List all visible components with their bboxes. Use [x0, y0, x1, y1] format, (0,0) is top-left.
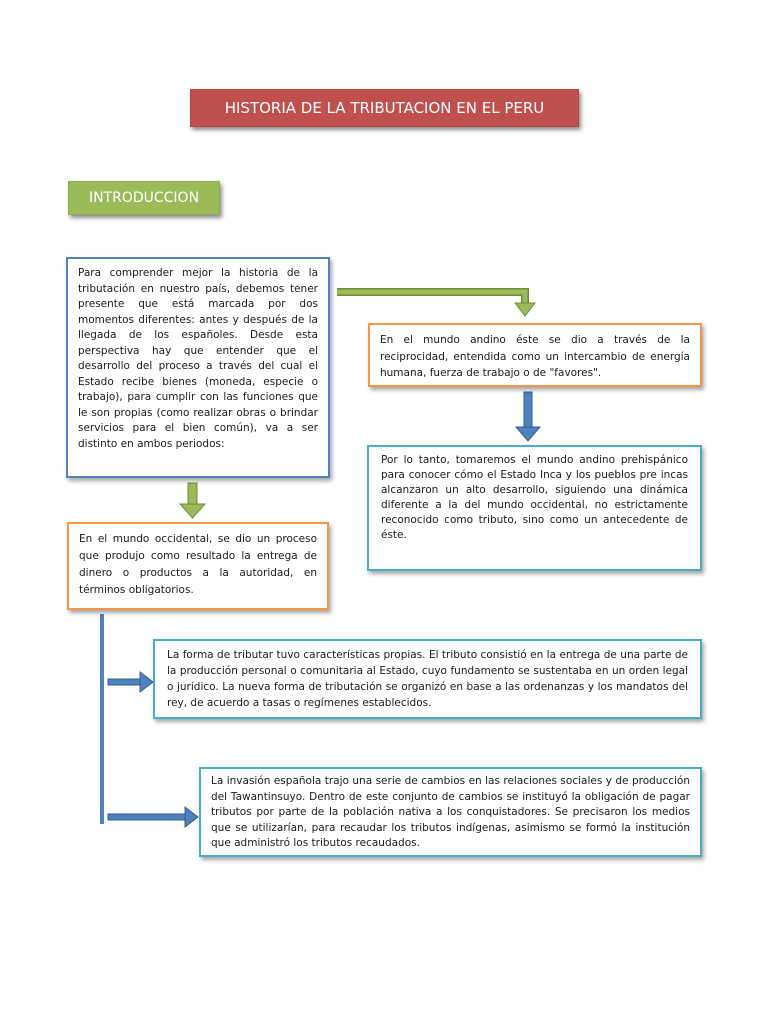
blue-right-arrow-1 — [108, 672, 153, 692]
section-label-introduccion: INTRODUCCION — [68, 181, 220, 215]
occidental-text: En el mundo occidental, se dio un proceso que produjo como resultado la entrega de dinero o productos a la autoridad, en términos obligatorios. — [79, 533, 317, 596]
green-down-arrow — [180, 483, 205, 518]
blue-right-arrow-2 — [108, 807, 198, 827]
intro-text: Para comprender mejor la historia de la tributación en nuestro país, debemos tener presente que está marcada por dos momentos diferentes: antes y después de la llegada de los españoles. Desde esta perspectiva hay que entender que el desarrollo del proceso a través del cual el Estado recibe bienes (moneda, especie o trabajo), para cumplir con las funciones que le son propias (como realizar obras o brindar servicios para el bien común), va a ser distinto en ambos periodos: — [78, 267, 318, 450]
green-elbow-arrow — [337, 292, 535, 316]
invasion-text-box — [199, 767, 702, 857]
andino-text: En el mundo andino éste se dio a través de la reciprocidad, entendida como un intercambio de energía humana, fuerza de trabajo o de "favores". — [380, 334, 690, 379]
page-title: HISTORIA DE LA TRIBUTACION EN EL PERU — [190, 89, 579, 127]
forma-tributar-text: La forma de tributar tuvo características propias. El tributo consistió en la entrega de una parte de la producción personal o comunitaria al Estado, cuyo fundamento se sustentaba en un orden legal o jurídico. La nueva forma de tributación se organizó en base a las ordenanzas y los mandatos del rey, de acuerdo a tasas o regímenes establecidos. — [167, 649, 688, 709]
invasion-text: La invasión española trajo una serie de cambios en las relaciones sociales y de producción del Tawantinsuyo. Dentro de este conjunto de cambios se instituyó la obligación de pagar tributos por parte de la población nativa a los conquistadores. Se precisaron los medios que se utilizarían, para recaudar los tributos indígenas, asimismo se formó la institución que administró los tributos recaudados. — [211, 775, 690, 849]
andino-text-box — [368, 323, 702, 387]
occidental-text-box — [67, 522, 329, 610]
intro-text-box — [66, 257, 330, 478]
por-tanto-text-box — [367, 445, 702, 571]
forma-tributar-text-box — [153, 639, 702, 719]
blue-down-arrow — [516, 392, 540, 441]
blue-vertical-line — [100, 614, 104, 824]
por-tanto-text: Por lo tanto, tomaremos el mundo andino prehispánico para conocer cómo el Estado Inca y los pueblos pre incas alcanzaron un alto desarrollo, siguiendo una dinámica diferente a la del mundo occidental, no estrictamente reconocido como tributo, sino como un antecedente de éste. — [381, 454, 688, 541]
